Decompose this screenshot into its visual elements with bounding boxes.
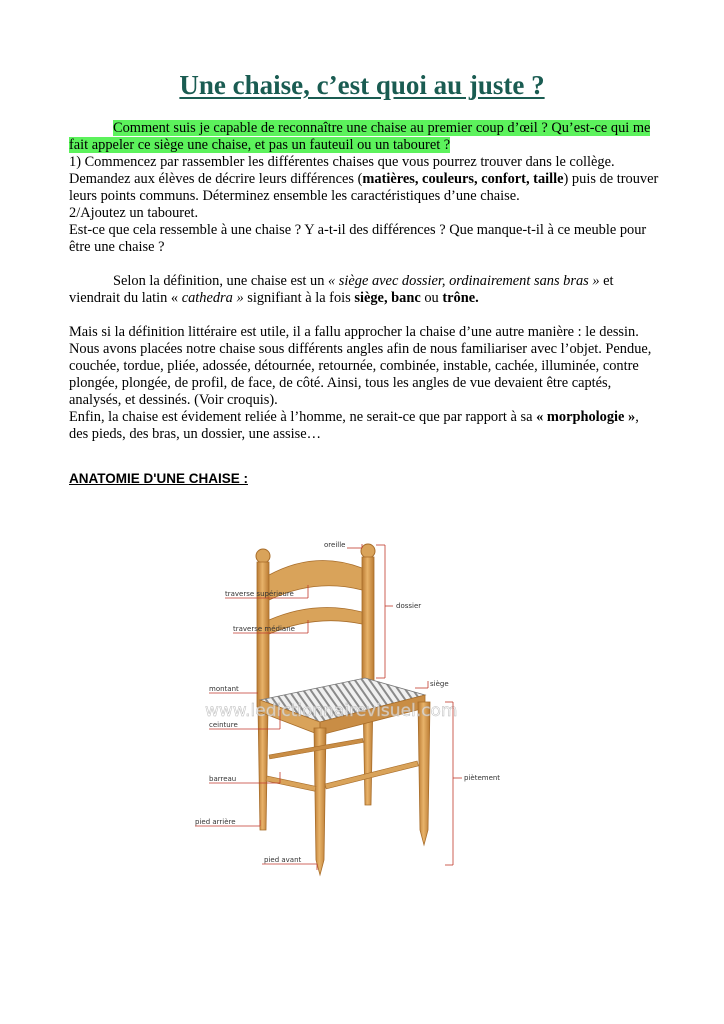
label-traverse-superieure: traverse supérieure: [225, 590, 294, 598]
morphology-word: « morphologie »: [536, 409, 636, 425]
watermark: www.ledictionnairevisuel.com: [205, 701, 458, 721]
label-montant: montant: [209, 685, 239, 693]
label-barreau: barreau: [209, 775, 237, 783]
step1-criteria: matières, couleurs, confort, taille: [362, 171, 564, 187]
latin-word: cathedra »: [181, 290, 244, 306]
label-ceinture: ceinture: [209, 721, 238, 729]
morphology-paragraph: Enfin, la chaise est évidement reliée à l’homme, ne serait-ce que par rapport à sa « morphologie », des pieds, des bras, un dossier, une assise…: [69, 409, 639, 442]
chair-illustration: [190, 530, 530, 900]
label-dossier: dossier: [396, 602, 422, 610]
front-leg-right: [418, 702, 430, 845]
label-siege: siège: [430, 680, 449, 688]
intro-paragraph: [69, 120, 659, 154]
definition-paragraph: Selon la définition, une chaise est un « siège avec dossier, ordinairement sans bras » et viendrait du latin « cathedra » signifiant à la fois siège, banc ou trône.: [69, 273, 614, 306]
label-oreille: oreille: [324, 541, 346, 549]
meaning-seat-bench: siège, banc: [354, 290, 421, 306]
label-pietement: piètement: [464, 774, 501, 782]
body-text: [69, 120, 659, 443]
meaning-throne: trône.: [442, 290, 479, 306]
stretcher-side: [266, 776, 316, 791]
step1-line1: 1) Commencez par rassembler les différentes chaises que vous pourrez trouver dans le collège.: [69, 154, 615, 170]
label-pied-arriere: pied arrière: [195, 818, 236, 826]
drawing-paragraph: Mais si la définition littéraire est utile, il a fallu approcher la chaise d’une autre manière : le dessin. Nous avons placées notre chaise sous différents angles afin de nous familiariser avec l’objet. Pendue, couchée, tordue, pliée, adossée, détournée, retournée, combinée, instable, cachée, illuminée, contre plongée, plongée, de profil, de face, de côté. Ainsi, tous les angles de vue devaient être captés, analysés, et dessinés. (Voir croquis).: [69, 324, 652, 408]
step1-paragraph: Demandez aux élèves de décrire leurs différences (matières, couleurs, confort, taille) puis de trouver leurs points communs. Déterminez ensemble les caractéristiques d’une chaise.: [69, 171, 659, 204]
chair-anatomy-diagram: [190, 530, 530, 900]
label-traverse-mediane: traverse médiane: [233, 625, 295, 633]
section-heading: ANATOMIE D'UNE CHAISE :: [69, 471, 248, 486]
page-title: Une chaise, c’est quoi au juste ?: [179, 70, 545, 100]
definition-quote: « siège avec dossier, ordinairement sans bras »: [328, 273, 600, 289]
label-pied-avant: pied avant: [264, 856, 302, 864]
step2-line1: 2/Ajoutez un tabouret.: [69, 205, 199, 221]
intro-highlight: Comment suis je capable de reconnaître une chaise au premier coup d’œil ? Qu’est-ce qui me fait appeler ce siège une chaise, et pas un fauteuil ou un tabouret ?: [69, 120, 651, 153]
step2-line2: Est-ce que cela ressemble à une chaise ? Y a-t-il des différences ? Que manque-t-il à ce meuble pour être une chaise ?: [69, 222, 647, 255]
back-post-right: [361, 544, 375, 805]
